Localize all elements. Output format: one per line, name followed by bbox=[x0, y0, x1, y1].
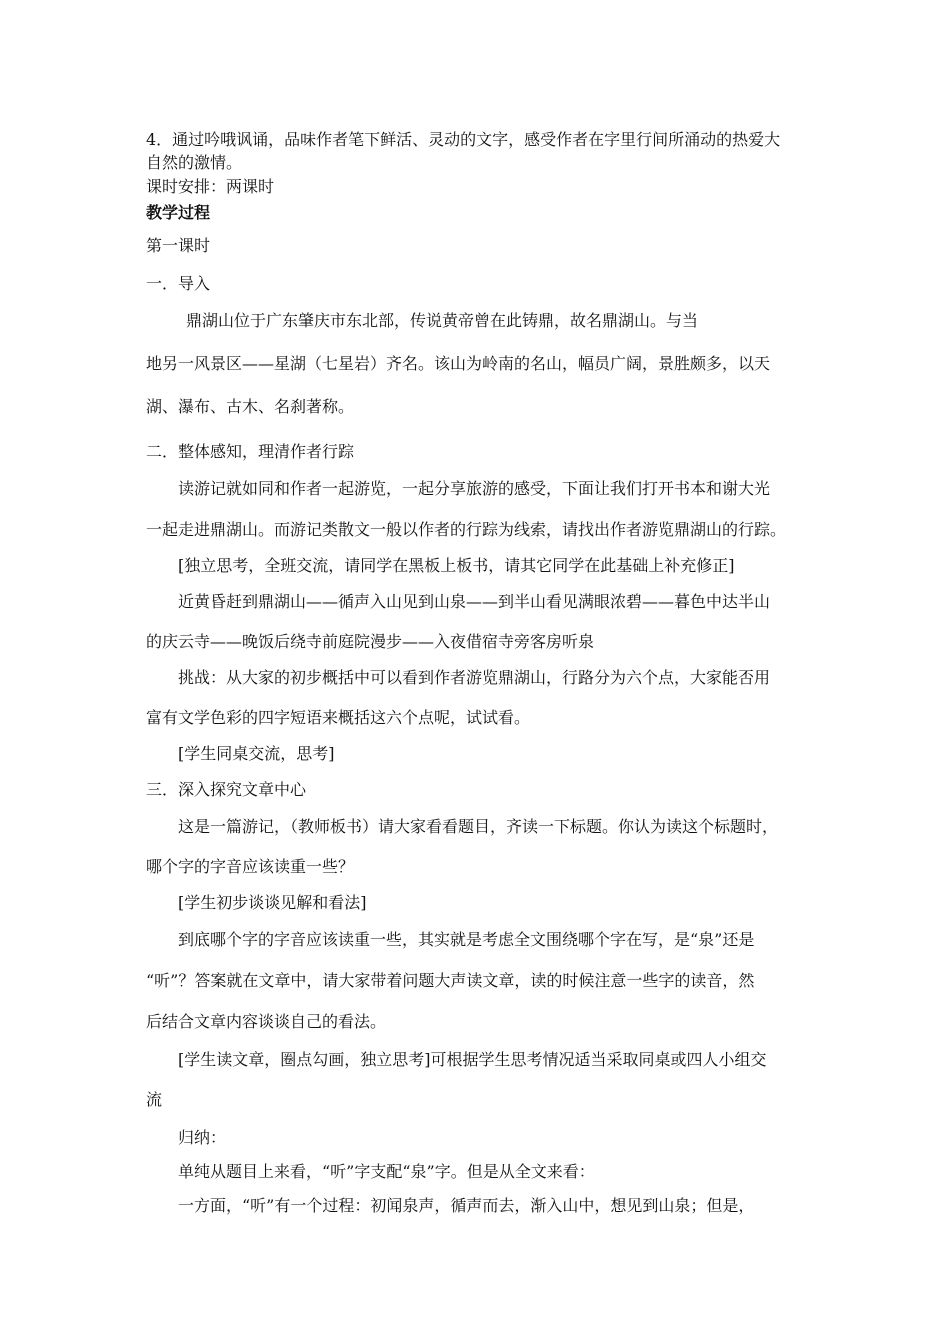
paragraph-line: 挑战：从大家的初步概括中可以看到作者游览鼎湖山，行路分为六个点，大家能否用 bbox=[178, 668, 771, 687]
paragraph-line: 到底哪个字的字音应该读重一些，其实就是考虑全文围绕哪个字在写，是“泉”还是 bbox=[178, 930, 755, 949]
paragraph-line: 一方面，“听”有一个过程：初闻泉声，循声而去，渐入山中，想见到山泉；但是， bbox=[178, 1196, 755, 1215]
paragraph-line: 这是一篇游记，（教师板书）请大家看看题目，齐读一下标题。你认为读这个标题时， bbox=[178, 817, 779, 836]
part-2-heading: 二．整体感知，理清作者行踪 bbox=[146, 442, 355, 461]
paragraph-line: 富有文学色彩的四字短语来概括这六个点呢，试试看。 bbox=[146, 708, 531, 727]
paragraph-line: 地另一风景区——星湖（七星岩）齐名。该山为岭南的名山，幅员广阔，景胜颇多，以天 bbox=[146, 354, 771, 373]
paragraph-line: 近黄昏赶到鼎湖山——循声入山见到山泉——到半山看见满眼浓碧——暮色中达半山 bbox=[178, 592, 771, 611]
objective-4-line-2: 自然的激情。 bbox=[146, 153, 243, 172]
paragraph-line: 哪个字的字音应该读重一些？ bbox=[146, 857, 355, 876]
part-3-heading: 三．深入探究文章中心 bbox=[146, 780, 307, 799]
class-schedule: 课时安排：两课时 bbox=[146, 177, 275, 196]
paragraph-line: 后结合文章内容谈谈自己的看法。 bbox=[146, 1012, 387, 1031]
paragraph-line: “听”？答案就在文章中，请大家带着问题大声读文章，读的时候注意一些字的读音，然 bbox=[146, 971, 755, 990]
lesson-heading: 第一课时 bbox=[146, 236, 211, 255]
section-heading-teaching-process: 教学过程 bbox=[146, 203, 211, 222]
objective-4-line-1: 4．通过吟哦讽诵，品味作者笔下鲜活、灵动的文字，感受作者在字里行间所涌动的热爱大 bbox=[146, 130, 781, 149]
summary-label: 归纳： bbox=[178, 1128, 227, 1147]
paragraph-line: 的庆云寺——晚饭后绕寺前庭院漫步——入夜借宿寺旁客房听泉 bbox=[146, 632, 595, 651]
paragraph-line: 流 bbox=[146, 1090, 163, 1109]
paragraph-line: 湖、瀑布、古木、名刹著称。 bbox=[146, 397, 355, 416]
paragraph-line: 读游记就如同和作者一起游览，一起分享旅游的感受，下面让我们打开书本和谢大光 bbox=[178, 479, 771, 498]
activity-note: [独立思考，全班交流，请同学在黑板上板书，请其它同学在此基础上补充修正] bbox=[178, 556, 735, 575]
activity-note: [学生初步谈谈见解和看法] bbox=[178, 893, 367, 912]
paragraph-line: 单纯从题目上来看，“听”字支配“泉”字。但是从全文来看： bbox=[178, 1162, 595, 1181]
part-1-heading: 一．导入 bbox=[146, 274, 211, 293]
paragraph-line: 鼎湖山位于广东肇庆市东北部，传说黄帝曾在此铸鼎，故名鼎湖山。与当 bbox=[186, 311, 699, 330]
activity-note: [学生同桌交流，思考] bbox=[178, 744, 335, 763]
activity-note: [学生读文章，圈点勾画，独立思考]可根据学生思考情况适当采取同桌或四人小组交 bbox=[178, 1050, 767, 1069]
paragraph-line: 一起走进鼎湖山。而游记类散文一般以作者的行踪为线索，请找出作者游览鼎湖山的行踪。 bbox=[146, 520, 787, 539]
